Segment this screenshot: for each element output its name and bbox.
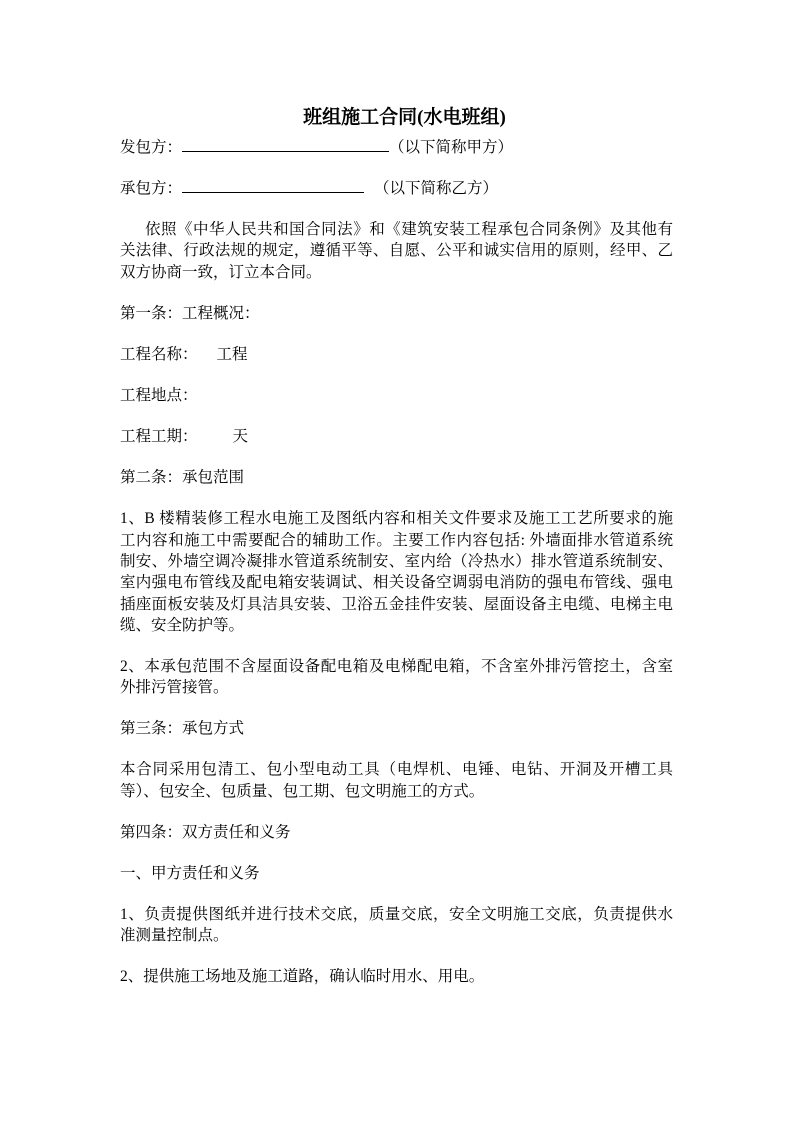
scope-item-1-line: 制安、外墙空调冷凝排水管道系统制安、室内给（冷热水）排水管道系统制安、: [120, 552, 673, 570]
project-period-value: 天: [232, 428, 249, 446]
scope-item-1: [120, 508, 673, 636]
contractor-label: 承包方：: [120, 180, 183, 198]
contract-method-line: 等）、包安全、包质量、包工期、包文明施工的方式。: [120, 782, 485, 800]
document-body: [120, 106, 673, 988]
scope-item-2: [120, 656, 673, 699]
employer-note: （以下简称甲方）: [389, 139, 514, 156]
party-a-duty-1-line: 准测量控制点。: [120, 927, 229, 945]
employer-name-blank: [182, 151, 389, 152]
article1-heading: 第一条：工程概况：: [120, 304, 260, 322]
contract-method-paragraph: [120, 759, 673, 802]
document-title: 班组施工合同(水电班组): [303, 107, 506, 128]
scope-item-1-line: 1、B 楼精装修工程水电施工及图纸内容和相关文件要求及施工工艺所要求的施: [120, 510, 673, 528]
scope-item-1-line: 缆、安全防护等。: [120, 616, 245, 634]
preamble-line: 关法律、行政法规的规定，遵循平等、自愿、公平和诚实信用的原则，经甲、乙: [120, 242, 673, 260]
contractor-line: [120, 178, 673, 199]
scope-item-2-line: 2、本承包范围不含屋面设备配电箱及电梯配电箱，不含室外排污管挖土，含室: [120, 657, 673, 675]
contractor-name-blank: [182, 192, 364, 193]
project-name-value: 工程: [216, 345, 248, 363]
contractor-note: （以下简称乙方）: [374, 180, 499, 198]
article2-heading: 第二条：承包范围: [120, 469, 245, 487]
preamble-paragraph: [120, 219, 673, 283]
preamble-line: 依照《中华人民共和国合同法》和《建筑安装工程承包合同条例》及其他有: [145, 221, 673, 239]
project-location-line: [120, 385, 673, 406]
scope-item-1-line: 室内强电布管线及配电箱安装调试、相关设备空调弱电消防的强电布管线、强电: [120, 574, 673, 592]
employer-label: 发包方：: [120, 139, 183, 156]
party-a-duty-2: [120, 966, 673, 987]
contract-method-line: 本合同采用包清工、包小型电动工具（电焊机、电锤、电钻、开洞及开槽工具: [120, 761, 673, 779]
scope-item-2-line: 外排污管接管。: [120, 679, 229, 697]
employer-line: [120, 137, 673, 158]
party-a-duty-2-line: 2、提供施工场地及施工道路，确认临时用水、用电。: [120, 968, 485, 986]
party-a-duties-heading: 一、甲方责任和义务: [120, 864, 260, 882]
project-name-line: [120, 344, 673, 365]
project-period-label: 工程工期：: [120, 428, 198, 446]
article4-heading: 第四条：双方责任和义务: [120, 823, 291, 841]
project-location-label: 工程地点：: [120, 387, 198, 405]
party-a-duty-1-line: 1、负责提供图纸并进行技术交底，质量交底，安全文明施工交底，负责提供水: [120, 905, 673, 923]
project-period-line: [120, 426, 673, 447]
preamble-line: 双方协商一致，订立本合同。: [120, 263, 322, 281]
scope-item-1-line: 插座面板安装及灯具洁具安装、卫浴五金挂件安装、屋面设备主电缆、电梯主电: [120, 595, 673, 613]
article3-heading: 第三条：承包方式: [120, 720, 245, 738]
party-a-duty-1: [120, 904, 673, 947]
scope-item-1-line: 工内容和施工中需要配合的辅助工作。主要工作内容包括: 外墙面排水管道系统: [120, 531, 673, 549]
project-name-label: 工程名称：: [120, 345, 198, 363]
